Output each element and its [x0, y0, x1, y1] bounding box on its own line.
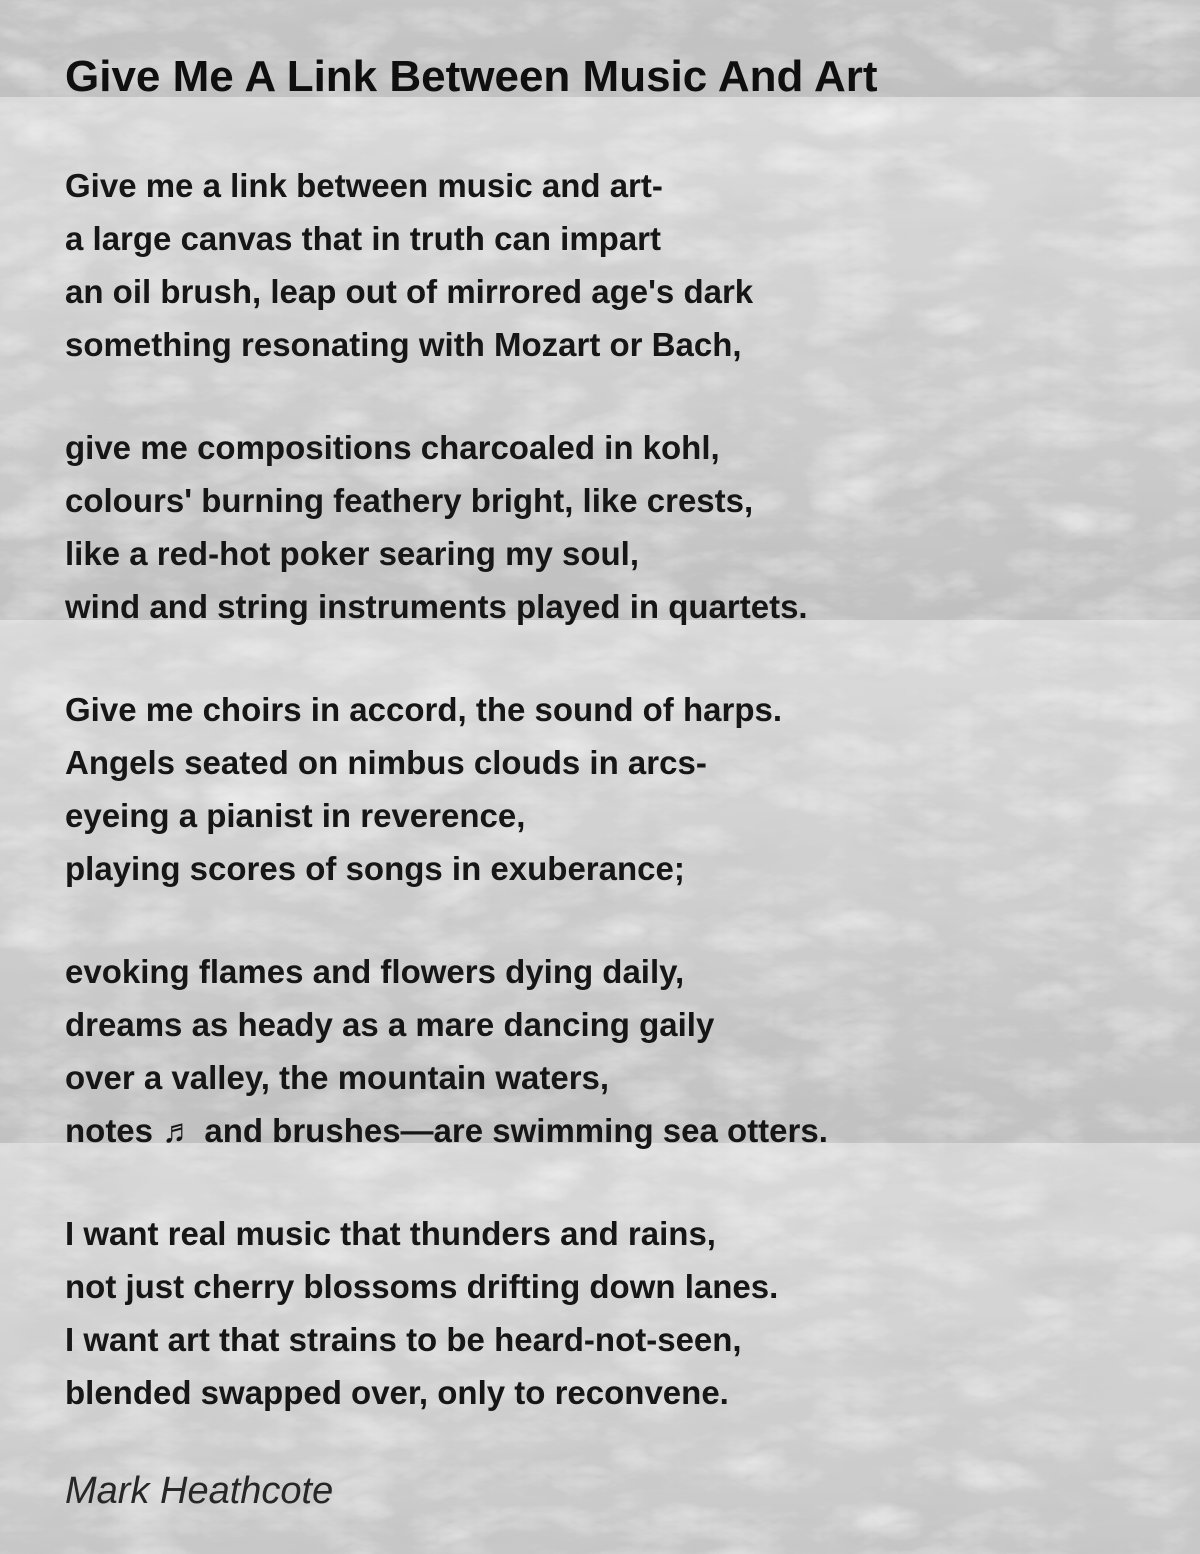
poem-stanza: [65, 159, 1150, 371]
poem-line: give me compositions charcoaled in kohl,: [65, 428, 720, 466]
poem-line: colours' burning feathery bright, like crests,: [65, 481, 754, 519]
poem-line: blended swapped over, only to reconvene.: [65, 1373, 729, 1411]
poem-author: Mark Heathcote: [65, 1469, 334, 1512]
poem-title: Give Me A Link Between Music And Art: [65, 52, 878, 101]
poem-line: playing scores of songs in exuberance;: [65, 849, 685, 887]
poem-line: I want art that strains to be heard-not-seen,: [65, 1320, 742, 1358]
poem-line: notes ♬ and brushes—are swimming sea otters.: [65, 1111, 828, 1149]
poem-line: wind and string instruments played in quartets.: [65, 587, 808, 625]
poem-line: Give me a link between music and art-: [65, 166, 663, 204]
poem-body: [65, 159, 1150, 1419]
poem-stanza: [65, 1207, 1150, 1419]
poem-line: evoking flames and flowers dying daily,: [65, 952, 685, 990]
poem-line: over a valley, the mountain waters,: [65, 1058, 610, 1096]
poem-stanza: [65, 421, 1150, 633]
poem-line: an oil brush, leap out of mirrored age's dark: [65, 272, 754, 310]
poem-line: like a red-hot poker searing my soul,: [65, 534, 640, 572]
poem-line: I want real music that thunders and rains,: [65, 1214, 716, 1252]
poem-line: not just cherry blossoms drifting down lanes.: [65, 1267, 779, 1305]
poem-line: Angels seated on nimbus clouds in arcs-: [65, 743, 707, 781]
poem-line: something resonating with Mozart or Bach,: [65, 325, 742, 363]
poem-line: a large canvas that in truth can impart: [65, 219, 661, 257]
poem-line: dreams as heady as a mare dancing gaily: [65, 1005, 715, 1043]
poem-stanza: [65, 683, 1150, 895]
poem-stanza: [65, 945, 1150, 1157]
poem-line: Give me choirs in accord, the sound of harps.: [65, 690, 782, 728]
poem-line: eyeing a pianist in reverence,: [65, 796, 526, 834]
